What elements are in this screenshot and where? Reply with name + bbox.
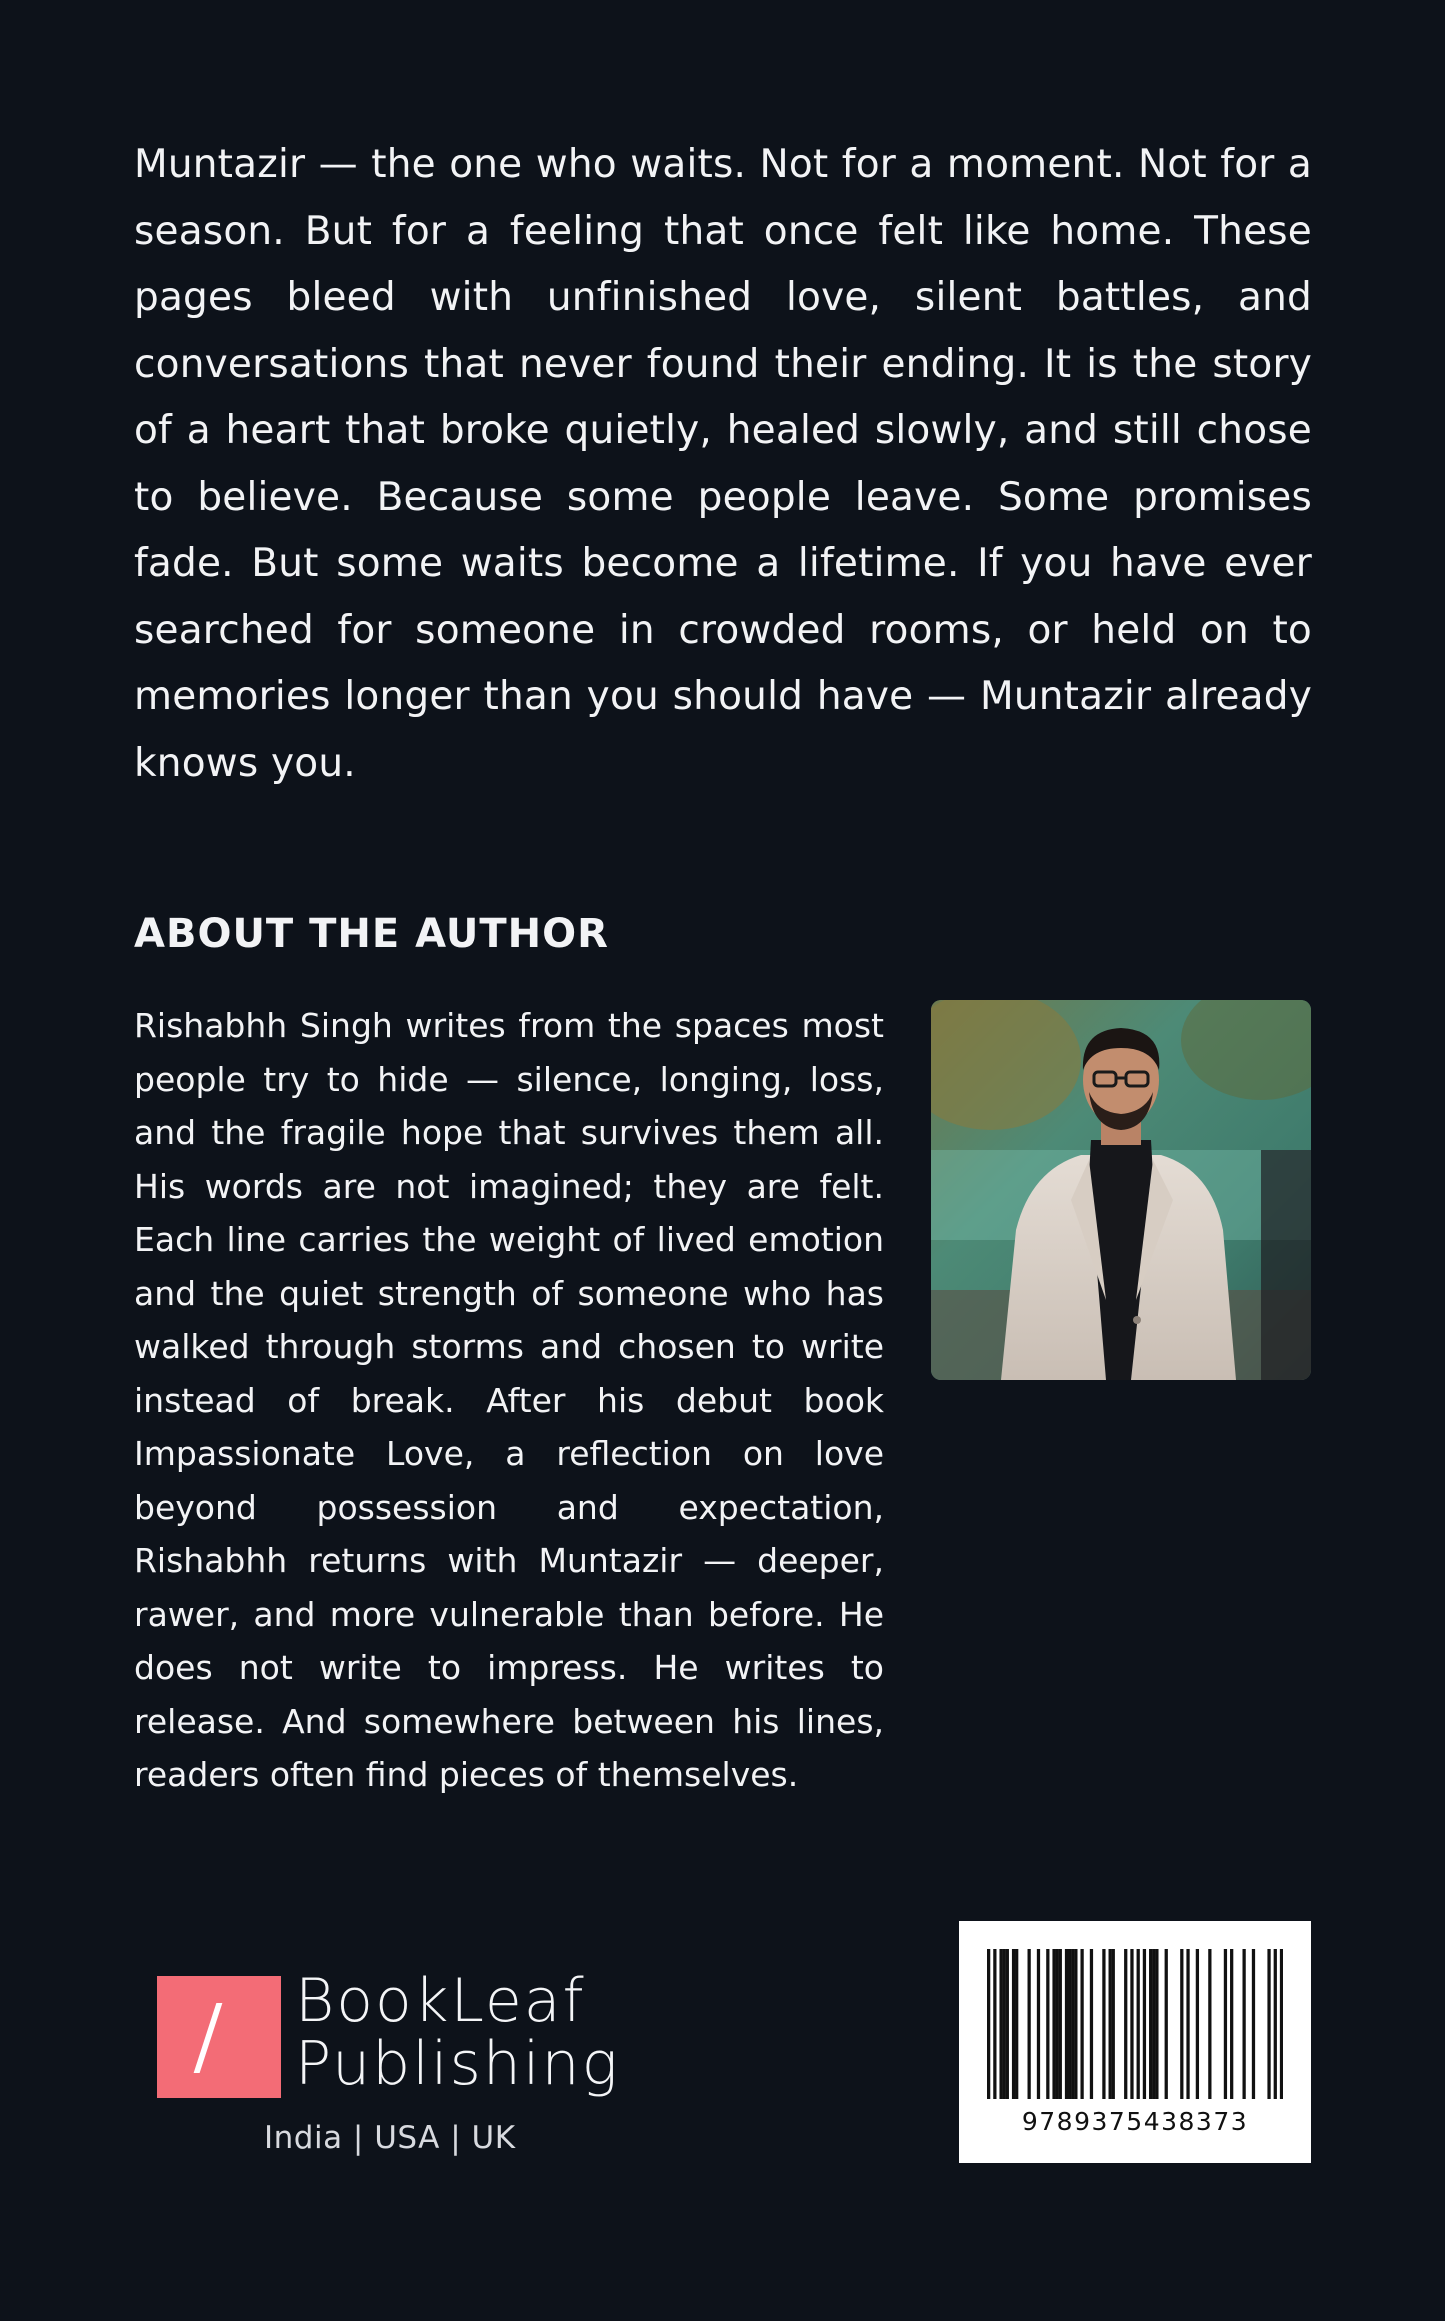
barcode-bar [1052, 1949, 1055, 2099]
barcode-bar [1003, 1949, 1006, 2099]
barcode-bar [1028, 1949, 1031, 2099]
book-blurb: Muntazir — the one who waits. Not for a moment. Not for a season. But for a feeling that once felt like home. These pages bleed with unfinished love, silent battles, and conversations that never found their ending. It is the story of a heart that broke quietly, healed slowly, and still chose to believe. Because some people leave. Some promises fade. But some waits become a lifetime. If you have ever searched for someone in crowded rooms, or held on to memories longer than you should have — Muntazir already knows you. [134, 142, 1312, 786]
barcode-bar [1224, 1949, 1227, 2099]
barcode-bar [1143, 1949, 1146, 2099]
slash-icon [194, 2003, 223, 2073]
barcode-bar [1074, 1949, 1077, 2099]
barcode-bar [1124, 1949, 1127, 2099]
author-bio: Rishabhh Singh writes from the spaces most people try to hide — silence, longing, loss, and the fragile hope that survives them all. His words are not imagined; they are felt. Each line carries the weight of lived emotion and the quiet strength of someone who has walked through storms and chosen to write instead of break. After his debut book Impassionate Love, a reflection on love beyond possession and expectation, Rishabhh returns with Muntazir — deeper, rawer, and more vulnerable than before. He does not write to impress. He writes to release. And somewhere between his lines, readers often find pieces of themselves. [134, 1006, 884, 1794]
publisher-name-line2: Publishing [295, 2029, 620, 2099]
barcode-bars [987, 1949, 1283, 2099]
barcode-bar [1071, 1949, 1074, 2099]
barcode-bar [1015, 1949, 1018, 2099]
isbn-barcode [959, 1921, 1311, 2163]
barcode-bar [1012, 1949, 1015, 2099]
publisher-logo [157, 1966, 620, 2164]
barcode-bar [1165, 1949, 1168, 2099]
barcode-bar [1149, 1949, 1152, 2099]
barcode-bar [1037, 1949, 1040, 2099]
barcode-bar [1152, 1949, 1155, 2099]
barcode-bar [1059, 1949, 1062, 2099]
barcode-bar [1006, 1949, 1009, 2099]
barcode-bar [1252, 1949, 1255, 2099]
barcode-bar [1274, 1949, 1277, 2099]
barcode-bar [1109, 1949, 1112, 2099]
barcode-bar [987, 1949, 990, 2099]
barcode-bar [1046, 1949, 1049, 2099]
barcode-bar [1056, 1949, 1059, 2099]
barcode-bar [1242, 1949, 1245, 2099]
about-author-heading: ABOUT THE AUTHOR [134, 911, 609, 957]
barcode-bar [1267, 1949, 1270, 2099]
barcode-bar [1065, 1949, 1068, 2099]
barcode-bar [1102, 1949, 1105, 2099]
barcode-bar [1137, 1949, 1140, 2099]
barcode-bar [1080, 1949, 1083, 2099]
barcode-bar [999, 1949, 1002, 2099]
publisher-regions: India | USA | UK [264, 2120, 516, 2156]
barcode-bar [993, 1949, 996, 2099]
barcode-bar [1230, 1949, 1233, 2099]
barcode-bar [1180, 1949, 1183, 2099]
author-photo [931, 1000, 1311, 1380]
barcode-bar [1280, 1949, 1283, 2099]
barcode-bar [1112, 1949, 1115, 2099]
barcode-bar [1068, 1949, 1071, 2099]
barcode-bar [1155, 1949, 1158, 2099]
publisher-logo-mark [157, 1976, 281, 2098]
barcode-bar [1130, 1949, 1133, 2099]
barcode-bar [1208, 1949, 1211, 2099]
barcode-bar [1090, 1949, 1093, 2099]
publisher-name-line1: BookLeaf [295, 1966, 586, 2036]
barcode-bar [1186, 1949, 1189, 2099]
isbn-number: 9789375438373 [1021, 2107, 1249, 2136]
barcode-bar [1196, 1949, 1199, 2099]
